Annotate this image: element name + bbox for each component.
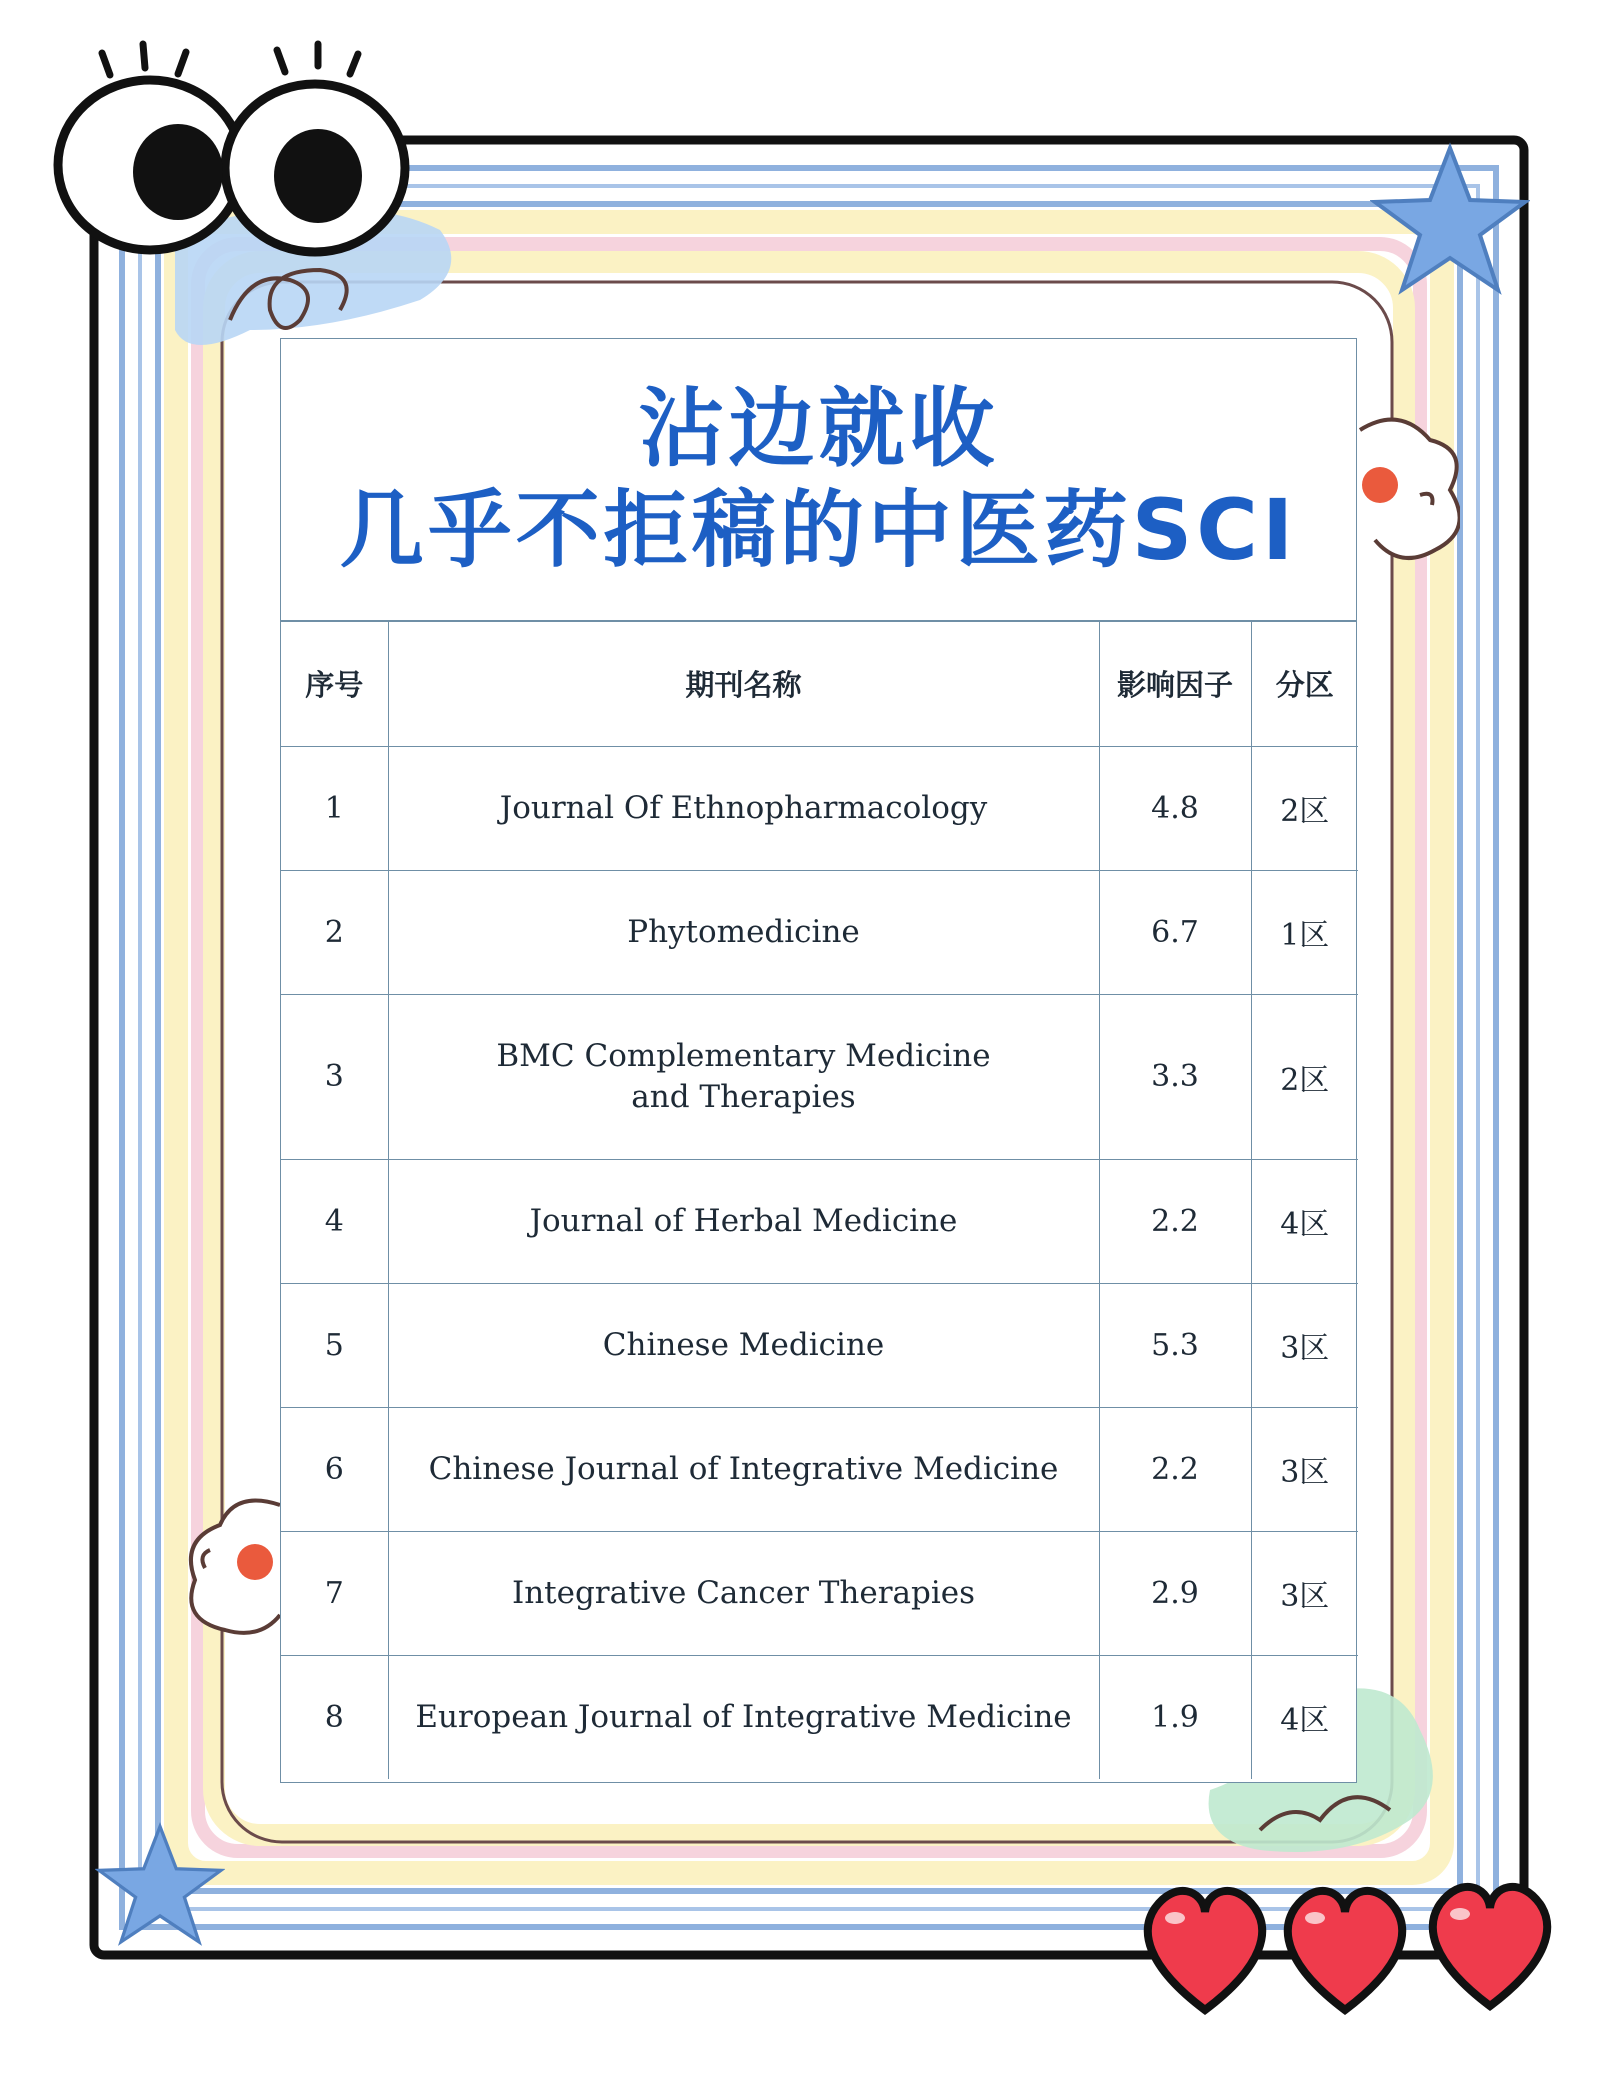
star-icon <box>95 1820 225 1950</box>
cell-index: 3 <box>281 994 388 1159</box>
cell-journal: Chinese Medicine <box>388 1283 1099 1407</box>
cell-zone: 2区 <box>1251 994 1358 1159</box>
table-row <box>281 1655 1358 1779</box>
cell-index: 6 <box>281 1407 388 1531</box>
hearts-icon <box>1135 1870 1565 2020</box>
cell-zone: 2区 <box>1251 746 1358 870</box>
table-row <box>281 1283 1358 1407</box>
cell-impact-factor: 2.2 <box>1099 1159 1251 1283</box>
flower-icon <box>180 1490 290 1640</box>
cell-index: 2 <box>281 870 388 994</box>
cell-zone: 3区 <box>1251 1407 1358 1531</box>
cell-journal: Integrative Cancer Therapies <box>388 1531 1099 1655</box>
cell-zone: 3区 <box>1251 1283 1358 1407</box>
cell-impact-factor: 5.3 <box>1099 1283 1251 1407</box>
table-row <box>281 870 1358 994</box>
cell-impact-factor: 3.3 <box>1099 994 1251 1159</box>
cell-journal: Journal of Herbal Medicine <box>388 1159 1099 1283</box>
cell-index: 7 <box>281 1531 388 1655</box>
cell-index: 4 <box>281 1159 388 1283</box>
table-row <box>281 1159 1358 1283</box>
cell-zone: 1区 <box>1251 870 1358 994</box>
cell-impact-factor: 6.7 <box>1099 870 1251 994</box>
table-header-row <box>281 622 1358 746</box>
table-row <box>281 994 1358 1159</box>
cell-journal: Chinese Journal of Integrative Medicine <box>388 1407 1099 1531</box>
cell-zone: 4区 <box>1251 1159 1358 1283</box>
cell-index: 1 <box>281 746 388 870</box>
cell-zone: 3区 <box>1251 1531 1358 1655</box>
cartoon-eyes-icon <box>50 40 410 270</box>
header-zone: 分区 <box>1251 622 1358 746</box>
cell-journal: European Journal of Integrative Medicine <box>388 1655 1099 1779</box>
star-icon <box>1370 140 1530 300</box>
journal-card <box>280 338 1357 1783</box>
title-line-2: 几乎不拒稿的中医药SCI <box>339 480 1298 579</box>
cell-impact-factor: 1.9 <box>1099 1655 1251 1779</box>
header-journal: 期刊名称 <box>388 622 1099 746</box>
cell-journal: Phytomedicine <box>388 870 1099 994</box>
cell-zone: 4区 <box>1251 1655 1358 1779</box>
cell-impact-factor: 4.8 <box>1099 746 1251 870</box>
cell-impact-factor: 2.9 <box>1099 1531 1251 1655</box>
header-impact-factor: 影响因子 <box>1099 622 1251 746</box>
flower-icon <box>1350 410 1460 570</box>
title-block <box>281 339 1356 622</box>
table-row <box>281 1531 1358 1655</box>
header-index: 序号 <box>281 622 388 746</box>
journal-table <box>281 622 1358 1779</box>
cell-impact-factor: 2.2 <box>1099 1407 1251 1531</box>
cell-index: 5 <box>281 1283 388 1407</box>
table-row <box>281 1407 1358 1531</box>
table-row <box>281 746 1358 870</box>
cell-journal: Journal Of Ethnopharmacology <box>388 746 1099 870</box>
cell-journal: BMC Complementary Medicine and Therapies <box>388 994 1099 1159</box>
title-line-1: 沾边就收 <box>638 379 999 480</box>
cell-index: 8 <box>281 1655 388 1779</box>
